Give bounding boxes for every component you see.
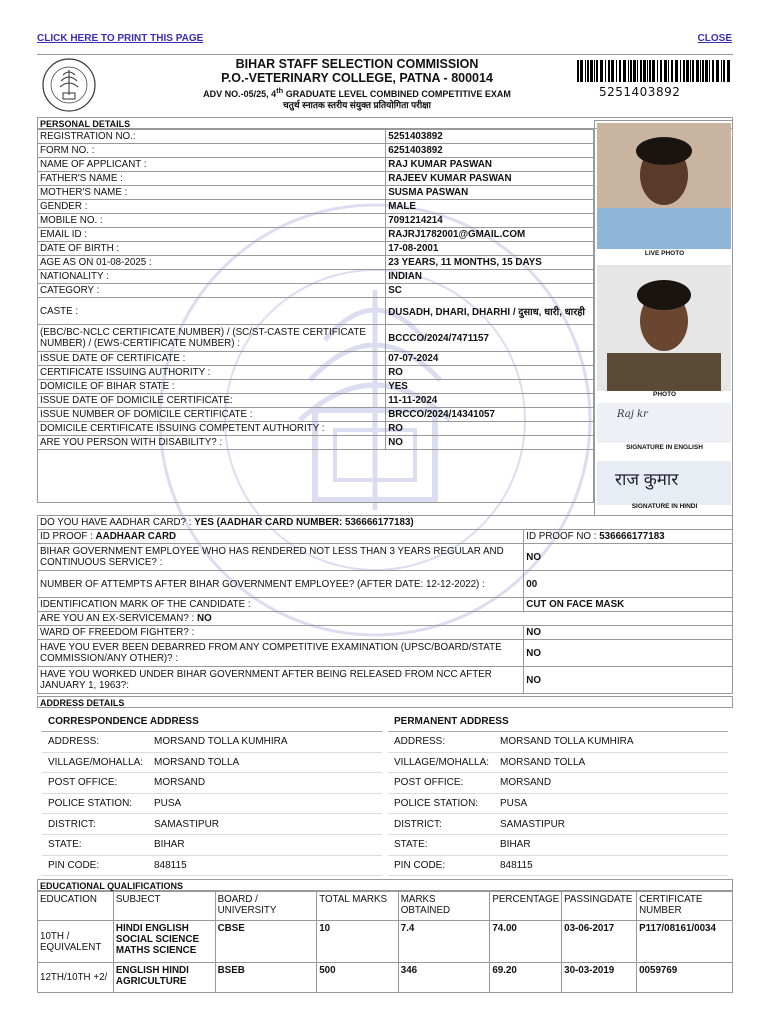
edu-cell: 10 <box>317 921 399 963</box>
barcode-bar <box>721 60 722 82</box>
field-value: RO <box>386 366 594 380</box>
address-value: PUSA <box>154 798 182 810</box>
barcode-bar <box>633 60 636 82</box>
question-label: NUMBER OF ATTEMPTS AFTER BIHAR GOVERNMENT EMPLOYEE? (AFTER DATE: 12-12-2022) : <box>38 571 524 598</box>
barcode-bar <box>680 60 681 82</box>
barcode-bar <box>652 60 655 82</box>
field-label: NAME OF APPLICANT : <box>38 158 386 172</box>
question-answer: NO <box>524 640 733 667</box>
field-value: 11-11-2024 <box>386 394 594 408</box>
personal-row <box>38 408 594 422</box>
address-value: 848115 <box>154 859 187 871</box>
personal-row <box>38 284 594 298</box>
field-value: YES <box>386 380 594 394</box>
barcode-bar <box>616 60 617 82</box>
barcode-bar <box>657 60 658 82</box>
address-value: 848115 <box>500 859 533 871</box>
edu-header-cell: PERCENTAGE <box>490 892 562 921</box>
commission-seal-icon <box>41 57 97 113</box>
field-value: 07-07-2024 <box>386 352 594 366</box>
live-photo <box>597 123 731 249</box>
personal-row <box>38 172 594 186</box>
barcode-bar <box>712 60 714 82</box>
hindi-signature: राज कुमार <box>597 461 731 505</box>
edu-cell: 74.00 <box>490 921 562 963</box>
ex-serviceman-row: ARE YOU AN EX-SERVICEMAN? : NO <box>38 612 733 626</box>
address-value: SAMASTIPUR <box>500 818 566 830</box>
barcode-bar <box>600 60 603 82</box>
field-value: MALE <box>386 200 594 214</box>
address-row <box>388 856 728 877</box>
address-row <box>42 835 382 856</box>
permanent-address <box>388 712 728 876</box>
field-label: DATE OF BIRTH : <box>38 242 386 256</box>
barcode-bar <box>643 60 646 82</box>
org-address: P.O.-VETERINARY COLLEGE, PATNA - 800014 <box>221 71 493 85</box>
address-value: MORSAND TOLLA <box>154 756 240 768</box>
address-label: DISTRICT: <box>394 818 442 830</box>
personal-row <box>38 130 594 144</box>
address-value: MORSAND TOLLA <box>500 756 586 768</box>
edu-cell: 346 <box>398 963 490 993</box>
barcode-bar <box>686 60 689 82</box>
question-row <box>38 598 733 612</box>
field-value: RAJRJ1782001@GMAIL.COM <box>386 228 594 242</box>
address-label: POST OFFICE: <box>48 777 118 789</box>
address-value: PUSA <box>500 798 528 810</box>
edu-cell: 7.4 <box>398 921 490 963</box>
field-label: EMAIL ID : <box>38 228 386 242</box>
field-value: RAJEEV KUMAR PASWAN <box>386 172 594 186</box>
live-photo-caption: LIVE PHOTO <box>644 250 685 257</box>
address-label: POLICE STATION: <box>394 798 479 810</box>
personal-row <box>38 394 594 408</box>
field-label: ISSUE NUMBER OF DOMICILE CERTIFICATE : <box>38 408 386 422</box>
address-label: STATE: <box>48 839 82 851</box>
barcode-bar <box>696 60 699 82</box>
field-label: GENDER : <box>38 200 386 214</box>
address-value: MORSAND TOLLA KUMHIRA <box>500 736 634 748</box>
field-value: NO <box>386 436 594 450</box>
id-proof-cell: ID PROOF : AADHAAR CARD <box>38 530 524 544</box>
personal-row <box>38 214 594 228</box>
print-page-link[interactable]: CLICK HERE TO PRINT THIS PAGE <box>37 33 204 44</box>
field-value: BCCCO/2024/7471157 <box>386 325 594 352</box>
address-value: SAMASTIPUR <box>154 818 220 830</box>
question-answer: CUT ON FACE MASK <box>524 598 733 612</box>
question-label: IDENTIFICATION MARK OF THE CANDIDATE : <box>38 598 524 612</box>
field-value: BRCCO/2024/14341057 <box>386 408 594 422</box>
address-row <box>388 753 728 774</box>
personal-row <box>38 298 594 325</box>
field-value: 17-08-2001 <box>386 242 594 256</box>
field-label: MOBILE NO. : <box>38 214 386 228</box>
barcode-bar <box>637 60 638 82</box>
education-table <box>37 891 733 993</box>
question-label: BIHAR GOVERNMENT EMPLOYEE WHO HAS RENDERED NOT LESS THAN 3 YEARS REGULAR AND CONTINUOUS SERVICE? : <box>38 544 524 571</box>
barcode-bar <box>594 60 595 82</box>
address-value: MORSAND <box>154 777 206 789</box>
question-row <box>38 626 733 640</box>
close-link[interactable]: CLOSE <box>697 33 732 44</box>
question-row <box>38 571 733 598</box>
photo-panel <box>594 120 733 516</box>
edu-cell: 0059769 <box>637 963 733 993</box>
field-value: SUSMA PASWAN <box>386 186 594 200</box>
barcode-bar <box>727 60 730 82</box>
field-value: DUSADH, DHARI, DHARHI / दुसाध, धारी, धारही <box>386 298 594 325</box>
address-label: DISTRICT: <box>48 818 96 830</box>
edu-cell: HINDI ENGLISH SOCIAL SCIENCE MATHS SCIENCE <box>113 921 215 963</box>
barcode-bar <box>702 60 704 82</box>
address-details-title: ADDRESS DETAILS <box>37 696 733 708</box>
field-label: CATEGORY : <box>38 284 386 298</box>
blank-cell <box>38 450 594 503</box>
exam-name-hindi: चतुर्थ स्नातक स्तरीय संयुक्त प्रतियोगिता परीक्षा <box>283 100 431 110</box>
english-signature: Raj kr <box>597 403 731 443</box>
address-value: BIHAR <box>154 839 185 851</box>
personal-row <box>38 228 594 242</box>
field-value: RAJ KUMAR PASWAN <box>386 158 594 172</box>
photo-caption: PHOTO <box>653 391 676 398</box>
address-row <box>388 814 728 835</box>
field-label: AGE AS ON 01-08-2025 : <box>38 256 386 270</box>
field-label: REGISTRATION NO.: <box>38 130 386 144</box>
edu-header-cell: CERTIFICATE NUMBER <box>637 892 733 921</box>
address-row <box>42 732 382 753</box>
field-value: INDIAN <box>386 270 594 284</box>
field-label: CASTE : <box>38 298 386 325</box>
personal-details-table <box>37 129 594 503</box>
barcode-bar <box>587 60 589 82</box>
barcode-bar <box>619 60 621 82</box>
personal-row <box>38 380 594 394</box>
edu-header-cell: TOTAL MARKS <box>317 892 399 921</box>
personal-details-title: PERSONAL DETAILS <box>37 117 733 129</box>
applicant-photo <box>597 265 731 391</box>
question-answer: NO <box>524 667 733 694</box>
barcode-bar <box>585 60 586 82</box>
edu-row <box>38 963 733 993</box>
id-proof-no-cell: ID PROOF NO : 536666177183 <box>524 530 733 544</box>
barcode-bar <box>660 60 662 82</box>
address-row <box>42 773 382 794</box>
barcode-bar <box>630 60 632 82</box>
question-label: HAVE YOU EVER BEEN DEBARRED FROM ANY COMPETITIVE EXAMINATION (UPSC/BOARD/STATE COMMISSION/ANY OTHER)? : <box>38 640 524 667</box>
field-value: 5251403892 <box>386 130 594 144</box>
edu-cell: 500 <box>317 963 399 993</box>
field-label: ISSUE DATE OF DOMICILE CERTIFICATE: <box>38 394 386 408</box>
barcode-bar <box>700 60 701 82</box>
correspondence-address <box>42 712 382 876</box>
permanent-address-title: PERMANENT ADDRESS <box>388 712 728 732</box>
personal-row <box>38 352 594 366</box>
field-value: 6251403892 <box>386 144 594 158</box>
address-row <box>42 814 382 835</box>
field-label: DOMICILE OF BIHAR STATE : <box>38 380 386 394</box>
barcode-bar <box>683 60 685 82</box>
barcode-bar <box>611 60 614 82</box>
edu-header-cell: EDUCATION <box>38 892 114 921</box>
question-row <box>38 667 733 694</box>
barcode-bar <box>668 60 669 82</box>
field-label: CERTIFICATE ISSUING AUTHORITY : <box>38 366 386 380</box>
address-row <box>388 732 728 753</box>
personal-row <box>38 422 594 436</box>
address-row <box>388 794 728 815</box>
edu-cell: 30-03-2019 <box>562 963 637 993</box>
address-label: PIN CODE: <box>48 859 100 871</box>
barcode-bar <box>690 60 691 82</box>
address-label: ADDRESS: <box>394 736 446 748</box>
correspondence-address-title: CORRESPONDENCE ADDRESS <box>42 712 382 732</box>
barcode-bar <box>628 60 629 82</box>
address-value: MORSAND TOLLA KUMHIRA <box>154 736 288 748</box>
question-answer: NO <box>524 544 733 571</box>
field-label: ARE YOU PERSON WITH DISABILITY? : <box>38 436 386 450</box>
barcode-bar <box>605 60 606 82</box>
field-value: 7091214214 <box>386 214 594 228</box>
barcode-bar <box>640 60 642 82</box>
blank-row <box>38 450 594 503</box>
field-label: DOMICILE CERTIFICATE ISSUING COMPETENT AUTHORITY : <box>38 422 386 436</box>
barcode-bar <box>723 60 725 82</box>
barcode-bar <box>649 60 651 82</box>
barcode-bar <box>608 60 610 82</box>
page-header <box>37 54 733 116</box>
address-label: POST OFFICE: <box>394 777 464 789</box>
personal-row <box>38 242 594 256</box>
edu-header-cell: MARKS OBTAINED <box>398 892 490 921</box>
personal-row <box>38 256 594 270</box>
field-label: (EBC/BC-NCLC CERTIFICATE NUMBER) / (SC/ST-CASTE CERTIFICATE NUMBER) / (EWS-CERTIFICATE NUMBER) : <box>38 325 386 352</box>
address-label: VILLAGE/MOHALLA: <box>394 756 490 768</box>
address-row <box>42 753 382 774</box>
question-label: WARD OF FREEDOM FIGHTER? : <box>38 626 524 640</box>
signature-hindi-caption: SIGNATURE IN HINDI <box>631 503 698 510</box>
address-label: STATE: <box>394 839 428 851</box>
address-value: MORSAND <box>500 777 552 789</box>
barcode-bar <box>664 60 667 82</box>
field-label: FORM NO. : <box>38 144 386 158</box>
field-value: 23 YEARS, 11 MONTHS, 15 DAYS <box>386 256 594 270</box>
personal-row <box>38 366 594 380</box>
field-value: SC <box>386 284 594 298</box>
question-label: HAVE YOU WORKED UNDER BIHAR GOVERNMENT AFTER BEING RELEASED FROM NCC AFTER JANUARY 1, 1963?: <box>38 667 524 694</box>
edu-header-cell: SUBJECT <box>113 892 215 921</box>
edu-cell: 12TH/10TH +2/ <box>38 963 114 993</box>
personal-row <box>38 144 594 158</box>
barcode-bar <box>709 60 710 82</box>
personal-row <box>38 158 594 172</box>
address-row <box>388 773 728 794</box>
other-details-table <box>37 515 733 694</box>
barcode-bar <box>675 60 678 82</box>
address-row <box>388 835 728 856</box>
educational-qualifications-title: EDUCATIONAL QUALIFICATIONS <box>37 879 733 891</box>
barcode-bar <box>692 60 694 82</box>
barcode-bar <box>705 60 708 82</box>
signature-english-caption: SIGNATURE IN ENGLISH <box>626 444 703 451</box>
edu-cell: CBSE <box>215 921 317 963</box>
edu-cell: 03-06-2017 <box>562 921 637 963</box>
personal-row <box>38 270 594 284</box>
barcode-number: 5251403892 <box>599 85 681 99</box>
address-value: BIHAR <box>500 839 531 851</box>
barcode-bar <box>647 60 648 82</box>
question-answer: 00 <box>524 571 733 598</box>
edu-cell: ENGLISH HINDI AGRICULTURE <box>113 963 215 993</box>
barcode-bar <box>580 60 583 82</box>
barcode-bar <box>590 60 593 82</box>
edu-cell: 10TH / EQUIVALENT <box>38 921 114 963</box>
question-row <box>38 544 733 571</box>
question-answer: NO <box>524 626 733 640</box>
personal-row <box>38 436 594 450</box>
aadhar-row: DO YOU HAVE AADHAR CARD? : YES (AADHAR CARD NUMBER: 536666177183) <box>38 516 733 530</box>
field-label: NATIONALITY : <box>38 270 386 284</box>
personal-row <box>38 200 594 214</box>
barcode-bar <box>623 60 626 82</box>
field-label: FATHER'S NAME : <box>38 172 386 186</box>
edu-header-cell: BOARD / UNIVERSITY <box>215 892 317 921</box>
address-label: ADDRESS: <box>48 736 100 748</box>
question-row <box>38 640 733 667</box>
barcode-bar <box>716 60 719 82</box>
edu-header-cell: PASSINGDATE <box>562 892 637 921</box>
personal-row <box>38 186 594 200</box>
edu-cell: P117/08161/0034 <box>637 921 733 963</box>
address-row <box>42 856 382 877</box>
personal-row <box>38 325 594 352</box>
barcode-bar <box>671 60 673 82</box>
barcode-icon <box>577 60 733 82</box>
address-row <box>42 794 382 815</box>
edu-cell: 69.20 <box>490 963 562 993</box>
edu-row <box>38 921 733 963</box>
field-label: MOTHER'S NAME : <box>38 186 386 200</box>
address-label: POLICE STATION: <box>48 798 133 810</box>
edu-cell: BSEB <box>215 963 317 993</box>
org-title: BIHAR STAFF SELECTION COMMISSION <box>235 57 479 71</box>
address-label: PIN CODE: <box>394 859 446 871</box>
field-label: ISSUE DATE OF CERTIFICATE : <box>38 352 386 366</box>
adv-line: ADV NO.-05/25, 4th GRADUATE LEVEL COMBINED COMPETITIVE EXAM <box>203 86 511 99</box>
barcode-bar <box>596 60 598 82</box>
barcode-bar <box>577 60 579 82</box>
address-label: VILLAGE/MOHALLA: <box>48 756 144 768</box>
field-value: RO <box>386 422 594 436</box>
